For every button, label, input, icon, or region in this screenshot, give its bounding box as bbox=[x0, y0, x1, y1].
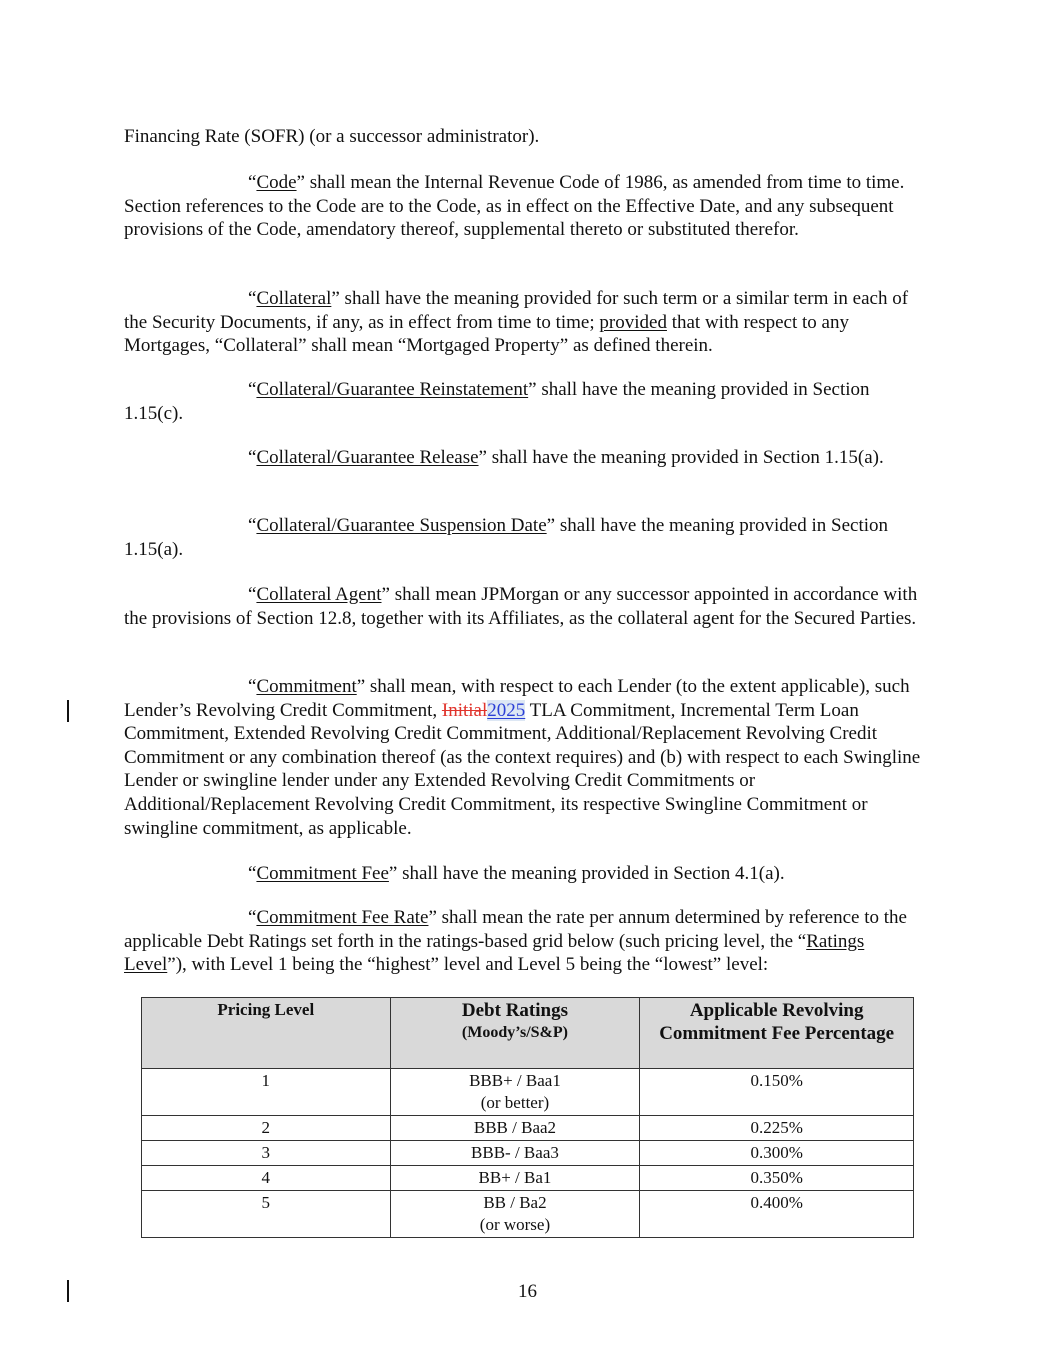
cell-rating-text: BB / Ba2 bbox=[483, 1193, 547, 1212]
header-fee-percentage-text: Applicable Revolving Commitment Fee Percentage bbox=[659, 1000, 895, 1044]
definition-code-body: shall mean the Internal Revenue Code of 1986, as amended from time to time. Section references to the Code are to the Code, as in effect on the Effective Date, and any subsequent provisions of the Code, amendatory thereof, supplemental thereto or substituted therefor. bbox=[124, 172, 905, 241]
cell-percentage: 0.150% bbox=[640, 1069, 914, 1116]
definition-collateral-agent: “Collateral Agent” shall mean JPMorgan or any successor appointed in accordance with the provisions of Section 12.8, together with its Affiliates, as the collateral agent for the Secured Parties. bbox=[124, 584, 918, 629]
term-commitment-fee-rate: Commitment Fee Rate bbox=[256, 907, 429, 928]
definition-collateral-agent-body: shall mean JPMorgan or any successor appointed in accordance with the provisions of Section 12.8, together with its Affiliates, as the collateral agent for the Secured Parties. bbox=[124, 584, 918, 629]
definition-fee-rate-body-a: shall mean the rate per annum determined by reference to the applicable Debt Ratings set forth in the ratings-based grid below (such pricing level, the “ bbox=[124, 907, 907, 952]
cell-rating-note: (or better) bbox=[480, 1093, 550, 1112]
definition-fee-rate-body-b: ”), with Level 1 being the “highest” level and Level 5 being the “lowest” level: bbox=[167, 954, 769, 976]
definition-release: “Collateral/Guarantee Release” shall have the meaning provided in Section 1.15(a). bbox=[248, 447, 884, 468]
definition-collateral-body-a: shall have the meaning provided for such term or a similar term in each of the Security Documents, if any, as in effect from time to time; bbox=[124, 288, 909, 333]
header-debt-ratings-sub: (Moody’s/S&P) bbox=[461, 1024, 568, 1041]
term-commitment: Commitment bbox=[256, 676, 357, 697]
header-pricing-level-text: Pricing Level bbox=[217, 1000, 315, 1019]
term-collateral-agent: Collateral Agent bbox=[256, 584, 382, 605]
definition-reinstatement: “Collateral/Guarantee Reinstatement” shall have the meaning provided in Section 1.15(c). bbox=[124, 379, 870, 424]
cell-rating: BBB / Baa2 bbox=[390, 1116, 640, 1141]
cell-rating: BB+ / Ba1 bbox=[390, 1166, 640, 1191]
cell-level: 3 bbox=[142, 1141, 391, 1166]
definition-collateral: “Collateral” shall have the meaning provided for such term or a similar term in each of the Security Documents, if any, as in effect from time to time; provided that with respect to any Mortgages, “Collateral” shall mean “Mortgaged Property” as defined therein. bbox=[124, 288, 909, 357]
cell-rating-text: BBB+ / Baa1 bbox=[469, 1071, 561, 1090]
definition-suspension: “Collateral/Guarantee Suspension Date” shall have the meaning provided in Section 1.15(a). bbox=[124, 515, 889, 560]
header-pricing-level bbox=[142, 998, 391, 1069]
definition-release-body: shall have the meaning provided in Section 1.15(a). bbox=[486, 447, 884, 468]
term-collateral: Collateral bbox=[256, 288, 332, 309]
definition-commitment-body-a: shall mean, with respect to each Lender (to the extent applicable), such Lender’s Revolving Credit Commitment, bbox=[124, 676, 910, 721]
cell-level: 4 bbox=[142, 1166, 391, 1191]
table-row bbox=[142, 1166, 914, 1191]
table-row bbox=[142, 1069, 914, 1116]
cell-level: 5 bbox=[142, 1191, 391, 1238]
ratings-grid-table bbox=[141, 997, 914, 1238]
cell-percentage: 0.300% bbox=[640, 1141, 914, 1166]
definition-commitment-fee: “Commitment Fee” shall have the meaning provided in Section 4.1(a). bbox=[248, 863, 785, 884]
cell-percentage: 0.225% bbox=[640, 1116, 914, 1141]
page-number: 16 bbox=[518, 1281, 537, 1302]
definition-commitment-fee-body: shall have the meaning provided in Section 4.1(a). bbox=[397, 863, 785, 884]
term-release: Collateral/Guarantee Release bbox=[256, 447, 479, 468]
definition-commitment-body-b: TLA Commitment, Incremental Term Loan Commitment, Extended Revolving Credit Commitment, Additional/Replacement Revolving Credit Commitment or any combination thereof (as the context requires) and (b) with respect to each Swingline Lender or swingline lender under any Extended Revolving Credit Commitments or Additional/Replacement Revolving Credit Commitment, its respective Swingline Commitment or swingline commitment, as applicable. bbox=[124, 699, 921, 839]
table-row bbox=[142, 1116, 914, 1141]
header-debt-ratings-text: Debt Ratings bbox=[461, 1000, 568, 1021]
cell-percentage: 0.400% bbox=[640, 1191, 914, 1238]
cell-rating bbox=[390, 1069, 640, 1116]
cell-rating: BBB- / Baa3 bbox=[390, 1141, 640, 1166]
cell-rating bbox=[390, 1191, 640, 1238]
cell-level: 2 bbox=[142, 1116, 391, 1141]
cell-percentage: 0.350% bbox=[640, 1166, 914, 1191]
cell-rating-note: (or worse) bbox=[479, 1215, 551, 1234]
definition-suspension-body: shall have the meaning provided in Section 1.15(a). bbox=[124, 515, 889, 560]
term-commitment-fee: Commitment Fee bbox=[256, 863, 389, 884]
intro-line: Financing Rate (SOFR) (or a successor administrator). bbox=[124, 126, 540, 147]
header-fee-percentage bbox=[640, 998, 914, 1069]
header-debt-ratings bbox=[390, 998, 640, 1069]
provided-word: provided bbox=[599, 311, 667, 333]
definition-code: “Code” shall mean the Internal Revenue Code of 1986, as amended from time to time. Section references to the Code are to the Code, as in effect on the Effective Date, and any subsequent provisions of the Code, amendatory thereof, supplemental thereto or substituted therefor. bbox=[124, 172, 905, 241]
table-row bbox=[142, 1141, 914, 1166]
cell-level: 1 bbox=[142, 1069, 391, 1116]
deleted-text: Initial bbox=[441, 699, 488, 721]
term-reinstatement: Collateral/Guarantee Reinstatement bbox=[256, 379, 529, 400]
inserted-text: 2025 bbox=[487, 699, 526, 721]
term-suspension: Collateral/Guarantee Suspension Date bbox=[256, 515, 547, 536]
table-row bbox=[142, 1191, 914, 1238]
definition-commitment-fee-rate: “Commitment Fee Rate” shall mean the rate per annum determined by reference to the applicable Debt Ratings set forth in the ratings-based grid below (such pricing level, the “Ratings Level”), with Level 1 being the “highest” level and Level 5 being the “lowest” level: bbox=[124, 907, 907, 976]
table-header-row bbox=[142, 998, 914, 1069]
term-code: Code bbox=[256, 172, 297, 193]
term-ratings-level: Ratings Level bbox=[124, 930, 865, 976]
change-bar bbox=[67, 700, 69, 722]
definition-commitment: “Commitment” shall mean, with respect to each Lender (to the extent applicable), such Lender’s Revolving Credit Commitment, Initial2025 TLA Commitment, Incremental Term Loan Commitment, Extended Revolving Credit Commitment, Additional/Replacement Revolving Credit Commitment or any combination thereof (as the context requires) and (b) with respect to each Swingline Lender or swingline lender under any Extended Revolving Credit Commitments or Additional/Replacement Revolving Credit Commitment, its respective Swingline Commitment or swingline commitment, as applicable. bbox=[124, 676, 921, 839]
definition-reinstatement-body: shall have the meaning provided in Section 1.15(c). bbox=[124, 379, 870, 424]
definition-collateral-body-b: that with respect to any Mortgages, “Collateral” shall mean “Mortgaged Property” as defined therein. bbox=[124, 311, 849, 357]
